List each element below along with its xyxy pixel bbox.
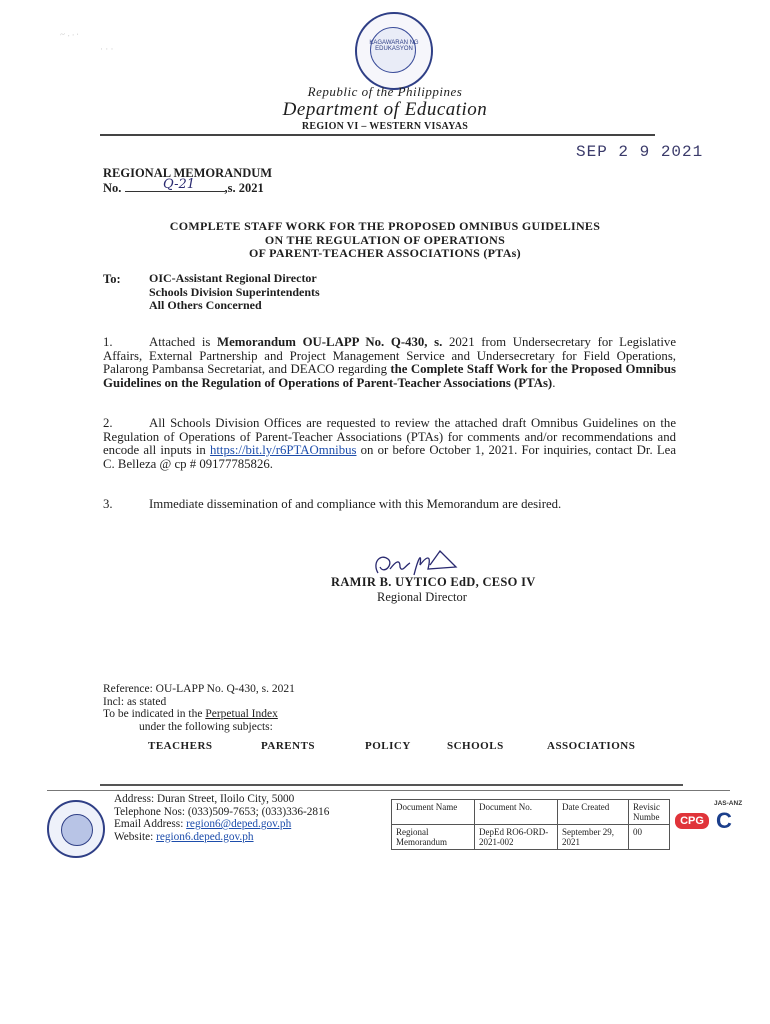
deped-seal [355, 12, 433, 90]
memo-header [103, 166, 272, 195]
certification-c-icon: C [716, 808, 732, 833]
subject-line: ON THE REGULATION OF OPERATIONS [264, 232, 506, 247]
document-control-table [391, 799, 670, 850]
table-header-row [392, 800, 670, 825]
paragraph-text: . [552, 375, 556, 390]
memo-type: REGIONAL MEMORANDUM [103, 166, 273, 180]
paragraph-text: 2021 from Undersecretary for Legislative Affairs, External Partnership and Project Management Service and Undersecretary for Field Operations, Palarong Pambansa Secretariat, and DEACO regarding [103, 335, 676, 376]
footer-website-line [114, 831, 329, 844]
to-label: To: [103, 272, 121, 286]
subject-line: COMPLETE STAFF WORK FOR THE PROPOSED OMNIBUS GUIDELINES [169, 219, 601, 233]
signatory-title: Regional Director [377, 590, 467, 604]
paragraph-1 [103, 336, 676, 390]
footer-email-line [114, 818, 329, 831]
memo-no-handwritten: Q-21 [163, 177, 196, 192]
signatory-name: RAMIR B. UYTICO EdD, CESO IV [331, 575, 536, 589]
subject-tag: TEACHERS [148, 740, 213, 752]
index-text: To be indicated in the [103, 708, 206, 720]
paragraph-text: Immediate dissemination of and compliance with this Memorandum are desired. [149, 497, 562, 511]
paragraph-number: 2. [103, 416, 113, 430]
jas-anz-label: JAS-ANZ [714, 800, 743, 807]
department-heading: Department of Education [282, 99, 488, 120]
recipient: All Others Concerned [149, 298, 262, 312]
recipient: OIC-Assistant Regional Director [149, 271, 317, 285]
perpetual-index: Perpetual Index [205, 708, 278, 720]
republic-heading: Republic of the Philippines [307, 84, 463, 99]
website-label: Website: [114, 830, 157, 843]
footer-contact [114, 793, 329, 843]
subject-tag: POLICY [365, 740, 411, 752]
subject-tag: PARENTS [261, 740, 316, 752]
table-cell: 00 [629, 825, 670, 850]
paragraph-text: on or before October 1, 2021. For inquiries, contact Dr. Lea C. Belleza @ cp # 09177785826. [103, 443, 677, 471]
bitly-link[interactable]: https://bit.ly/r6PTAOmnibus [209, 443, 357, 457]
memo-no-label: No. [103, 181, 122, 195]
inclusion-line: Incl: as stated [103, 695, 167, 708]
logo-inner [61, 814, 93, 846]
table-cell: DepEd RO6-ORD-2021-002 [475, 825, 558, 850]
header-divider [100, 134, 655, 136]
paragraph-2 [103, 417, 676, 471]
table-header: Date Created [558, 800, 629, 825]
website-link[interactable]: region6.deped.gov.ph [156, 830, 254, 843]
footer-telephone: Telephone Nos: (033)509-7653; (033)336-2816 [114, 805, 330, 818]
email-label: Email Address: [114, 818, 187, 830]
table-header: Document No. [475, 800, 558, 825]
table-cell: Regional Memorandum [392, 825, 475, 850]
recipient-list [149, 272, 320, 313]
faint-mark: ~ . . . [59, 26, 80, 40]
footer-divider-thin [47, 790, 730, 791]
footer-address: Address: Duran Street, Iloilo City, 5000 [114, 793, 295, 805]
region-heading: REGION VI – WESTERN VISAYAS [301, 121, 469, 132]
index-line [103, 708, 295, 721]
memo-series: ,s. 2021 [224, 181, 264, 195]
paragraph-number: 3. [103, 497, 113, 511]
paragraph-text: All Schools Division Offices are requested to review the attached draft Omnibus Guidelines on the Regulation of Operations of Parent-Teacher Associations (PTAs) for comments and/or recommendations and encode all inputs in [103, 416, 676, 457]
faint-mark-2: · · · [100, 44, 114, 54]
seal-text: KAGAWARAN NG EDUKASYON [369, 40, 419, 52]
reference-block [103, 683, 295, 733]
paragraph-3 [103, 498, 676, 512]
table-header: Revisic Numbe [629, 800, 670, 825]
footer-divider [100, 784, 683, 786]
subject-tag: ASSOCIATIONS [547, 740, 636, 752]
cpg-badge: CPG [675, 813, 709, 829]
recipient: Schools Division Superintendents [149, 284, 320, 299]
subject-bold: the Complete Staff Work for the Proposed Omnibus Guidelines on the Regulation of Operations of Parent-Teacher Associations (PTAs) [103, 362, 676, 390]
paragraph-number: 1. [103, 335, 113, 349]
deped-region-logo [47, 800, 105, 858]
paragraph-text: Attached is [149, 335, 218, 349]
memo-reference-bold: Memorandum OU-LAPP No. Q-430, s. [217, 335, 443, 349]
subject-tag: SCHOOLS [447, 740, 504, 752]
date-stamp: SEP 2 9 2021 [576, 143, 704, 161]
under-subjects-line: under the following subjects: [139, 720, 273, 733]
table-row [392, 825, 670, 850]
subject-line: OF PARENT-TEACHER ASSOCIATIONS (PTAs) [249, 246, 521, 260]
table-header: Document Name [392, 800, 475, 825]
table-cell: September 29, 2021 [558, 825, 629, 850]
reference-line: Reference: OU-LAPP No. Q-430, s. 2021 [103, 683, 295, 695]
memo-subject [0, 220, 770, 261]
email-link[interactable]: region6@deped.gov.ph [186, 818, 292, 830]
